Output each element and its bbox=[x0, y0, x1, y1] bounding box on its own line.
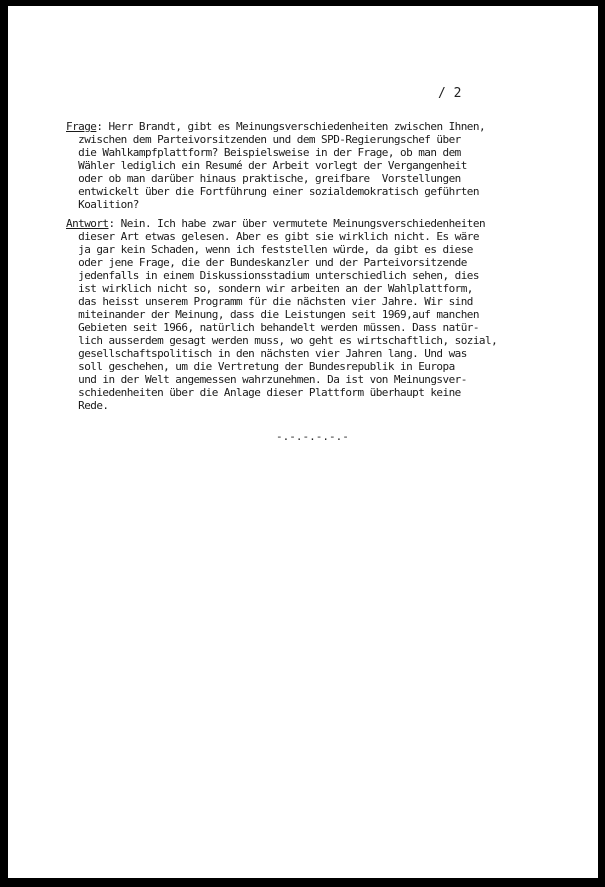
answer-line: jedenfalls in einem Diskussionsstadium unterschiedlich sehen, dies bbox=[66, 269, 479, 282]
answer-label: Antwort bbox=[66, 217, 109, 230]
answer-line: ist wirklich nicht so, sondern wir arbeiten an der Wahlplattform, bbox=[66, 282, 473, 295]
answer-line: dieser Art etwas gelesen. Aber es gibt sie wirklich nicht. Es wäre bbox=[66, 230, 479, 243]
answer-block bbox=[66, 217, 596, 412]
question-label: Frage bbox=[66, 120, 97, 133]
answer-line: lich ausserdem gesagt werden muss, wo geht es wirtschaftlich, sozial, bbox=[66, 334, 498, 347]
question-line: zwischen dem Parteivorsitzenden und dem SPD-Regierungschef über bbox=[66, 133, 461, 146]
question-block bbox=[66, 120, 596, 211]
answer-line: gesellschaftspolitisch in den nächsten vier Jahren lang. Und was bbox=[66, 347, 467, 360]
question-line: die Wahlkampfplattform? Beispielsweise in der Frage, ob man dem bbox=[66, 146, 461, 159]
answer-line: soll geschehen, um die Vertretung der Bundesrepublik in Europa bbox=[66, 360, 455, 373]
answer-line: Gebieten seit 1966, natürlich behandelt werden müssen. Dass natür- bbox=[66, 321, 479, 334]
answer-line: und in der Welt angemessen wahrzunehmen. Da ist von Meinungsver- bbox=[66, 373, 467, 386]
answer-line: oder jene Frage, die der Bundeskanzler und der Parteivorsitzende bbox=[66, 256, 467, 269]
answer-line: schiedenheiten über die Anlage dieser Plattform überhaupt keine bbox=[66, 386, 461, 399]
answer-line: : Nein. Ich habe zwar über vermutete Meinungsverschiedenheiten bbox=[108, 217, 486, 230]
question-line: entwickelt über die Fortführung einer sozialdemokratisch geführten bbox=[66, 185, 479, 198]
page-number: / 2 bbox=[438, 86, 462, 101]
answer-line: das heisst unserem Programm für die nächsten vier Jahre. Wir sind bbox=[66, 295, 473, 308]
question-line: : Herr Brandt, gibt es Meinungsverschiedenheiten zwischen Ihnen, bbox=[96, 120, 486, 133]
question-line: Wähler lediglich ein Resumé der Arbeit vorlegt der Vergangenheit bbox=[66, 159, 467, 172]
question-line: oder ob man darüber hinaus praktische, greifbare Vorstellungen bbox=[66, 172, 461, 185]
end-separator: -.-.-.-.-.- bbox=[276, 430, 349, 443]
document-page bbox=[8, 6, 598, 878]
question-line: Koalition? bbox=[66, 198, 139, 211]
answer-line: Rede. bbox=[66, 399, 109, 412]
answer-line: ja gar kein Schaden, wenn ich feststellen würde, da gibt es diese bbox=[66, 243, 473, 256]
answer-line: miteinander der Meinung, dass die Leistungen seit 1969,auf manchen bbox=[66, 308, 479, 321]
